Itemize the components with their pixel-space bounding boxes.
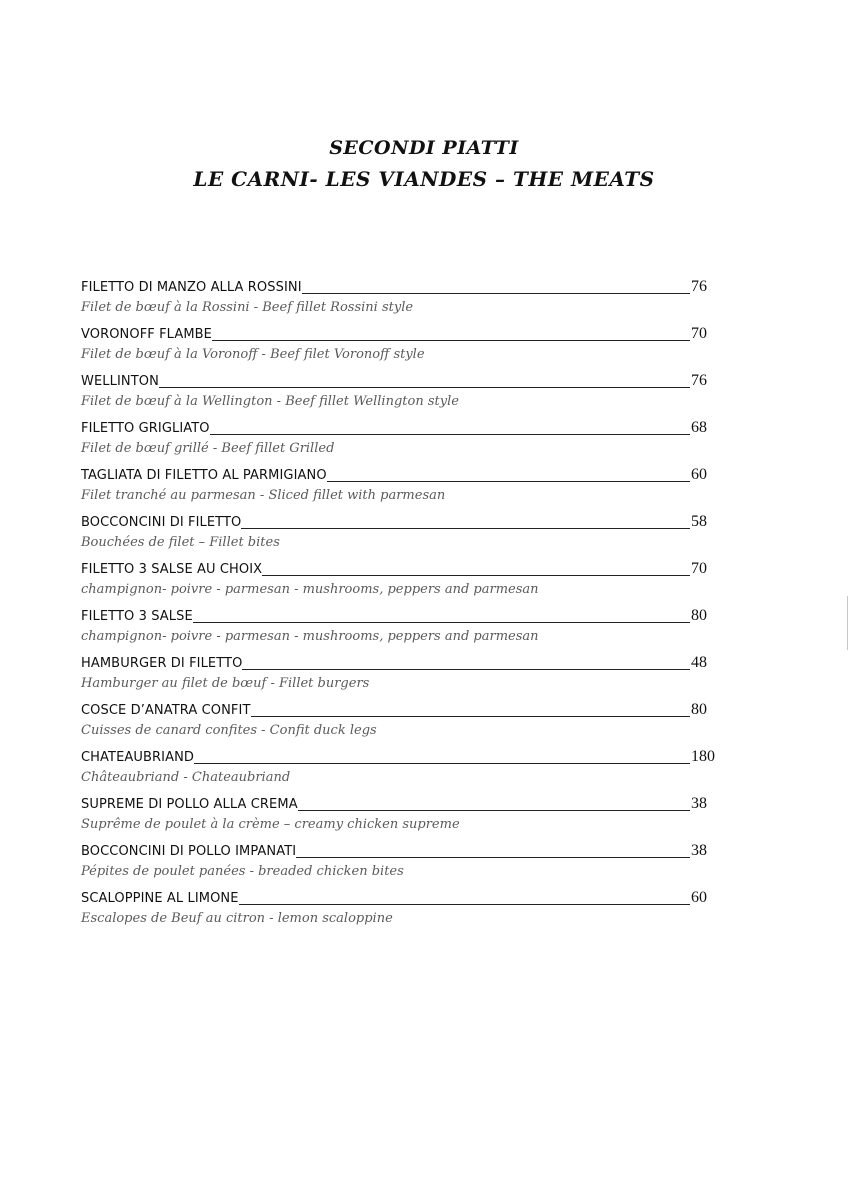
item-description: Filet de bœuf à la Wellington - Beef fillet Wellington style bbox=[81, 394, 459, 409]
item-price: 60 bbox=[691, 889, 707, 906]
item-price: 68 bbox=[691, 419, 707, 436]
item-description: champignon- poivre - parmesan - mushrooms, peppers and parmesan bbox=[81, 582, 539, 597]
menu-item bbox=[81, 650, 731, 697]
menu-item bbox=[81, 838, 731, 885]
menu-item bbox=[81, 791, 731, 838]
dot-leader bbox=[298, 809, 690, 811]
item-description: Bouchées de filet – Fillet bites bbox=[81, 535, 280, 550]
item-price: 76 bbox=[691, 372, 707, 389]
item-description: Châteaubriand - Chateaubriand bbox=[81, 770, 291, 785]
dot-leader bbox=[242, 668, 690, 670]
item-price: 76 bbox=[691, 278, 707, 295]
menu-item bbox=[81, 509, 731, 556]
dot-leader bbox=[193, 621, 690, 623]
item-price: 70 bbox=[691, 560, 707, 577]
dot-leader bbox=[212, 339, 690, 341]
item-name: FILETTO GRIGLIATO bbox=[81, 421, 210, 436]
dot-leader bbox=[327, 480, 690, 482]
item-price: 38 bbox=[691, 795, 707, 812]
menu-item bbox=[81, 415, 731, 462]
menu-item bbox=[81, 556, 731, 603]
item-price: 80 bbox=[691, 701, 707, 718]
item-name: TAGLIATA DI FILETTO AL PARMIGIANO bbox=[81, 468, 327, 483]
menu-item bbox=[81, 368, 731, 415]
dot-leader bbox=[241, 527, 690, 529]
item-name: FILETTO DI MANZO ALLA ROSSINI bbox=[81, 280, 302, 295]
item-name: CHATEAUBRIAND bbox=[81, 750, 195, 765]
page-title: SECONDI PIATTI bbox=[329, 137, 519, 159]
item-name: FILETTO 3 SALSE bbox=[81, 609, 193, 624]
item-description: Filet de bœuf à la Voronoff - Beef filet Voronoff style bbox=[81, 347, 425, 362]
dot-leader bbox=[251, 715, 691, 717]
dot-leader bbox=[302, 292, 690, 294]
menu-item bbox=[81, 697, 731, 744]
item-price: 48 bbox=[691, 654, 707, 671]
menu-list bbox=[81, 274, 731, 932]
item-price: 180 bbox=[691, 748, 715, 765]
item-price: 58 bbox=[691, 513, 707, 530]
item-description: Cuisses de canard confites - Confit duck legs bbox=[81, 723, 377, 738]
item-description: Suprême de poulet à la crème – creamy chicken supreme bbox=[81, 817, 460, 832]
dot-leader bbox=[262, 574, 690, 576]
item-description: Filet de bœuf grillé - Beef fillet Grilled bbox=[81, 441, 335, 456]
item-price: 38 bbox=[691, 842, 707, 859]
item-name: HAMBURGER DI FILETTO bbox=[81, 656, 243, 671]
item-description: Hamburger au filet de bœuf - Fillet burgers bbox=[81, 676, 370, 691]
item-price: 70 bbox=[691, 325, 707, 342]
menu-header bbox=[0, 134, 848, 194]
menu-item bbox=[81, 321, 731, 368]
dot-leader bbox=[159, 386, 690, 388]
dot-leader bbox=[239, 903, 690, 905]
page-subtitle: LE CARNI- LES VIANDES – THE MEATS bbox=[193, 167, 655, 191]
item-name: BOCCONCINI DI FILETTO bbox=[81, 515, 242, 530]
menu-item bbox=[81, 462, 731, 509]
item-description: Filet de bœuf à la Rossini - Beef fillet Rossini style bbox=[81, 300, 414, 315]
menu-item bbox=[81, 603, 731, 650]
item-description: champignon- poivre - parmesan - mushrooms, peppers and parmesan bbox=[81, 629, 539, 644]
item-name: BOCCONCINI DI POLLO IMPANATI bbox=[81, 844, 297, 859]
item-name: COSCE D’ANATRA CONFIT bbox=[81, 703, 251, 718]
dot-leader bbox=[194, 762, 690, 764]
item-price: 80 bbox=[691, 607, 707, 624]
item-name: SUPREME DI POLLO ALLA CREMA bbox=[81, 797, 298, 812]
item-description: Filet tranché au parmesan - Sliced fillet with parmesan bbox=[81, 488, 446, 503]
item-name: WELLINTON bbox=[81, 374, 159, 389]
menu-item bbox=[81, 274, 731, 321]
item-price: 60 bbox=[691, 466, 707, 483]
item-description: Pépites de poulet panées - breaded chicken bites bbox=[81, 864, 404, 879]
menu-item bbox=[81, 744, 731, 791]
item-name: VORONOFF FLAMBE bbox=[81, 327, 212, 342]
item-name: SCALOPPINE AL LIMONE bbox=[81, 891, 239, 906]
dot-leader bbox=[210, 433, 690, 435]
item-name: FILETTO 3 SALSE AU CHOIX bbox=[81, 562, 263, 577]
item-description: Escalopes de Beuf au citron - lemon scaloppine bbox=[81, 911, 393, 926]
dot-leader bbox=[296, 856, 690, 858]
menu-item bbox=[81, 885, 731, 932]
